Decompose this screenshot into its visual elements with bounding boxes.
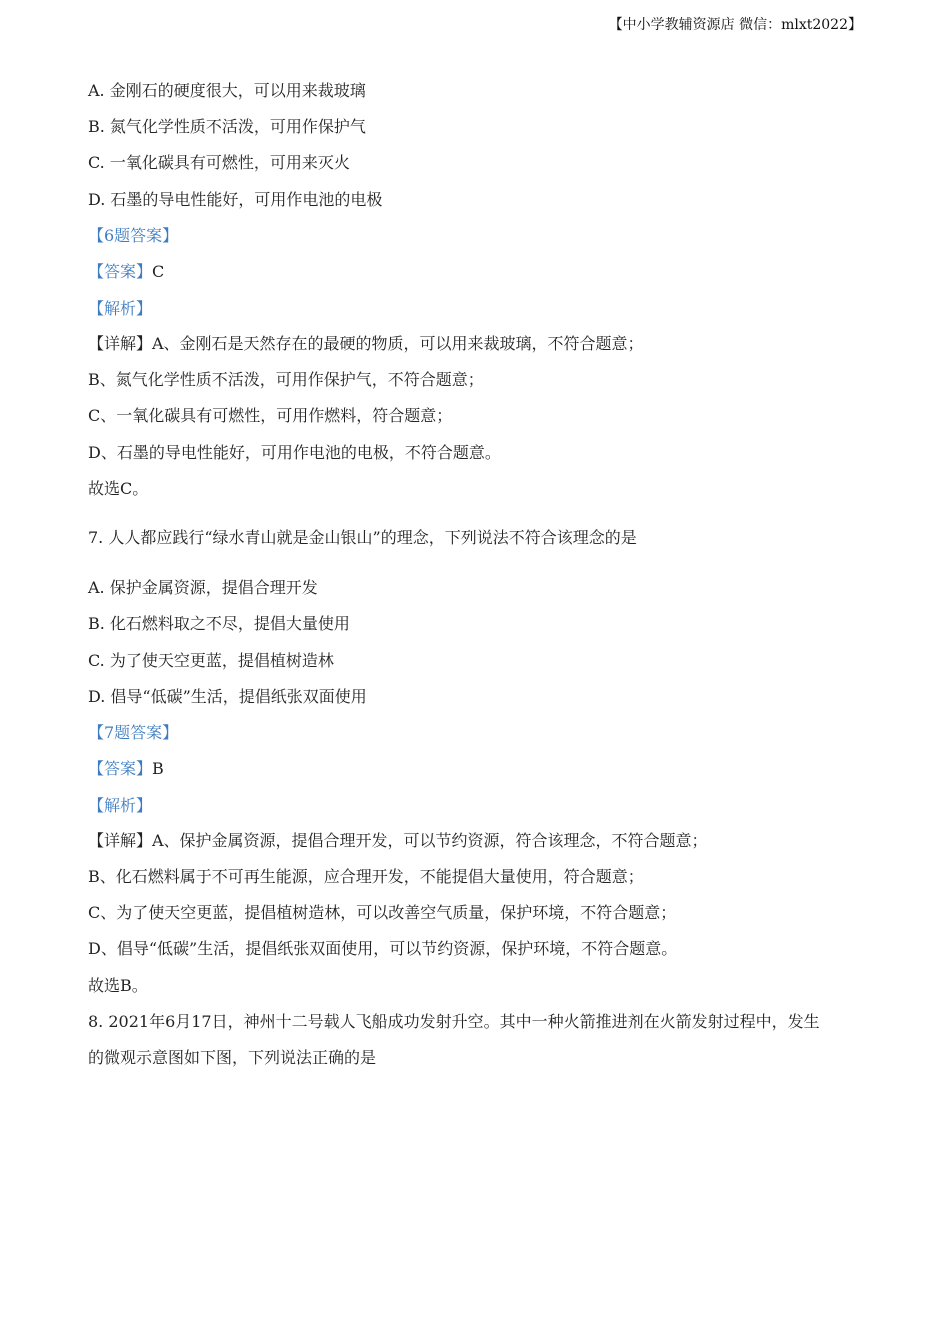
q7-detail-3: C、为了使天空更蓝，提倡植树造林，可以改善空气质量，保护环境，不符合题意；: [88, 903, 677, 922]
q6-option-c: C. 一氧化碳具有可燃性，可用来灭火: [88, 153, 350, 172]
q6-answer: [88, 261, 164, 283]
q6-answer-value: C: [152, 262, 165, 281]
q6-option-b: B. 氮气化学性质不活泼，可用作保护气: [88, 117, 366, 136]
q7-option-b: B. 化石燃料取之不尽，提倡大量使用: [88, 614, 350, 633]
q6-analysis-heading: 【解析】: [88, 299, 153, 318]
q7-stem: 7. 人人都应践行“绿水青山就是金山银山”的理念，下列说法不符合该理念的是: [88, 528, 637, 547]
q6-detail-1: 【详解】A、金刚石是天然存在的最硬的物质，可以用来裁玻璃，不符合题意；: [88, 334, 644, 353]
q6-option-a: A. 金刚石的硬度很大，可以用来裁玻璃: [88, 81, 366, 100]
q8-stem-line-2: 的微观示意图如下图，下列说法正确的是: [88, 1048, 377, 1067]
q7-conclusion: 故选B。: [88, 976, 148, 995]
q6-answer-heading: 【6题答案】: [88, 226, 179, 245]
q7-analysis-heading: 【解析】: [88, 796, 153, 815]
q6-detail-3: C、一氧化碳具有可燃性，可用作燃料，符合题意；: [88, 406, 453, 425]
q7-detail-2: B、化石燃料属于不可再生能源，应合理开发，不能提倡大量使用，符合题意；: [88, 867, 644, 886]
q6-option-d: D. 石墨的导电性能好，可用作电池的电极: [88, 190, 383, 209]
q7-option-d: D. 倡导“低碳”生活，提倡纸张双面使用: [88, 687, 367, 706]
q7-answer-heading: 【7题答案】: [88, 723, 179, 742]
q6-detail-4: D、石墨的导电性能好，可用作电池的电极，不符合题意。: [88, 443, 501, 462]
q6-conclusion: 故选C。: [88, 479, 149, 498]
q7-answer-value: B: [152, 759, 164, 778]
q7-detail-1: 【详解】A、保护金属资源，提倡合理开发，可以节约资源，符合该理念，不符合题意；: [88, 831, 708, 850]
page-header: 【中小学教辅资源店 微信：mlxt2022】: [608, 17, 862, 33]
q6-answer-label: 【答案】: [88, 262, 153, 281]
q7-option-c: C. 为了使天空更蓝，提倡植树造林: [88, 651, 334, 670]
q7-answer: [88, 758, 164, 780]
q8-stem-line-1: 8. 2021年6月17日，神州十二号载人飞船成功发射升空。其中一种火箭推进剂在火箭发射过程中，发生: [88, 1012, 820, 1031]
q7-detail-4: D、倡导“低碳”生活，提倡纸张双面使用，可以节约资源，保护环境，不符合题意。: [88, 939, 678, 958]
q7-answer-label: 【答案】: [88, 759, 153, 778]
q7-option-a: A. 保护金属资源，提倡合理开发: [88, 578, 318, 597]
q6-detail-2: B、氮气化学性质不活泼，可用作保护气，不符合题意；: [88, 370, 484, 389]
